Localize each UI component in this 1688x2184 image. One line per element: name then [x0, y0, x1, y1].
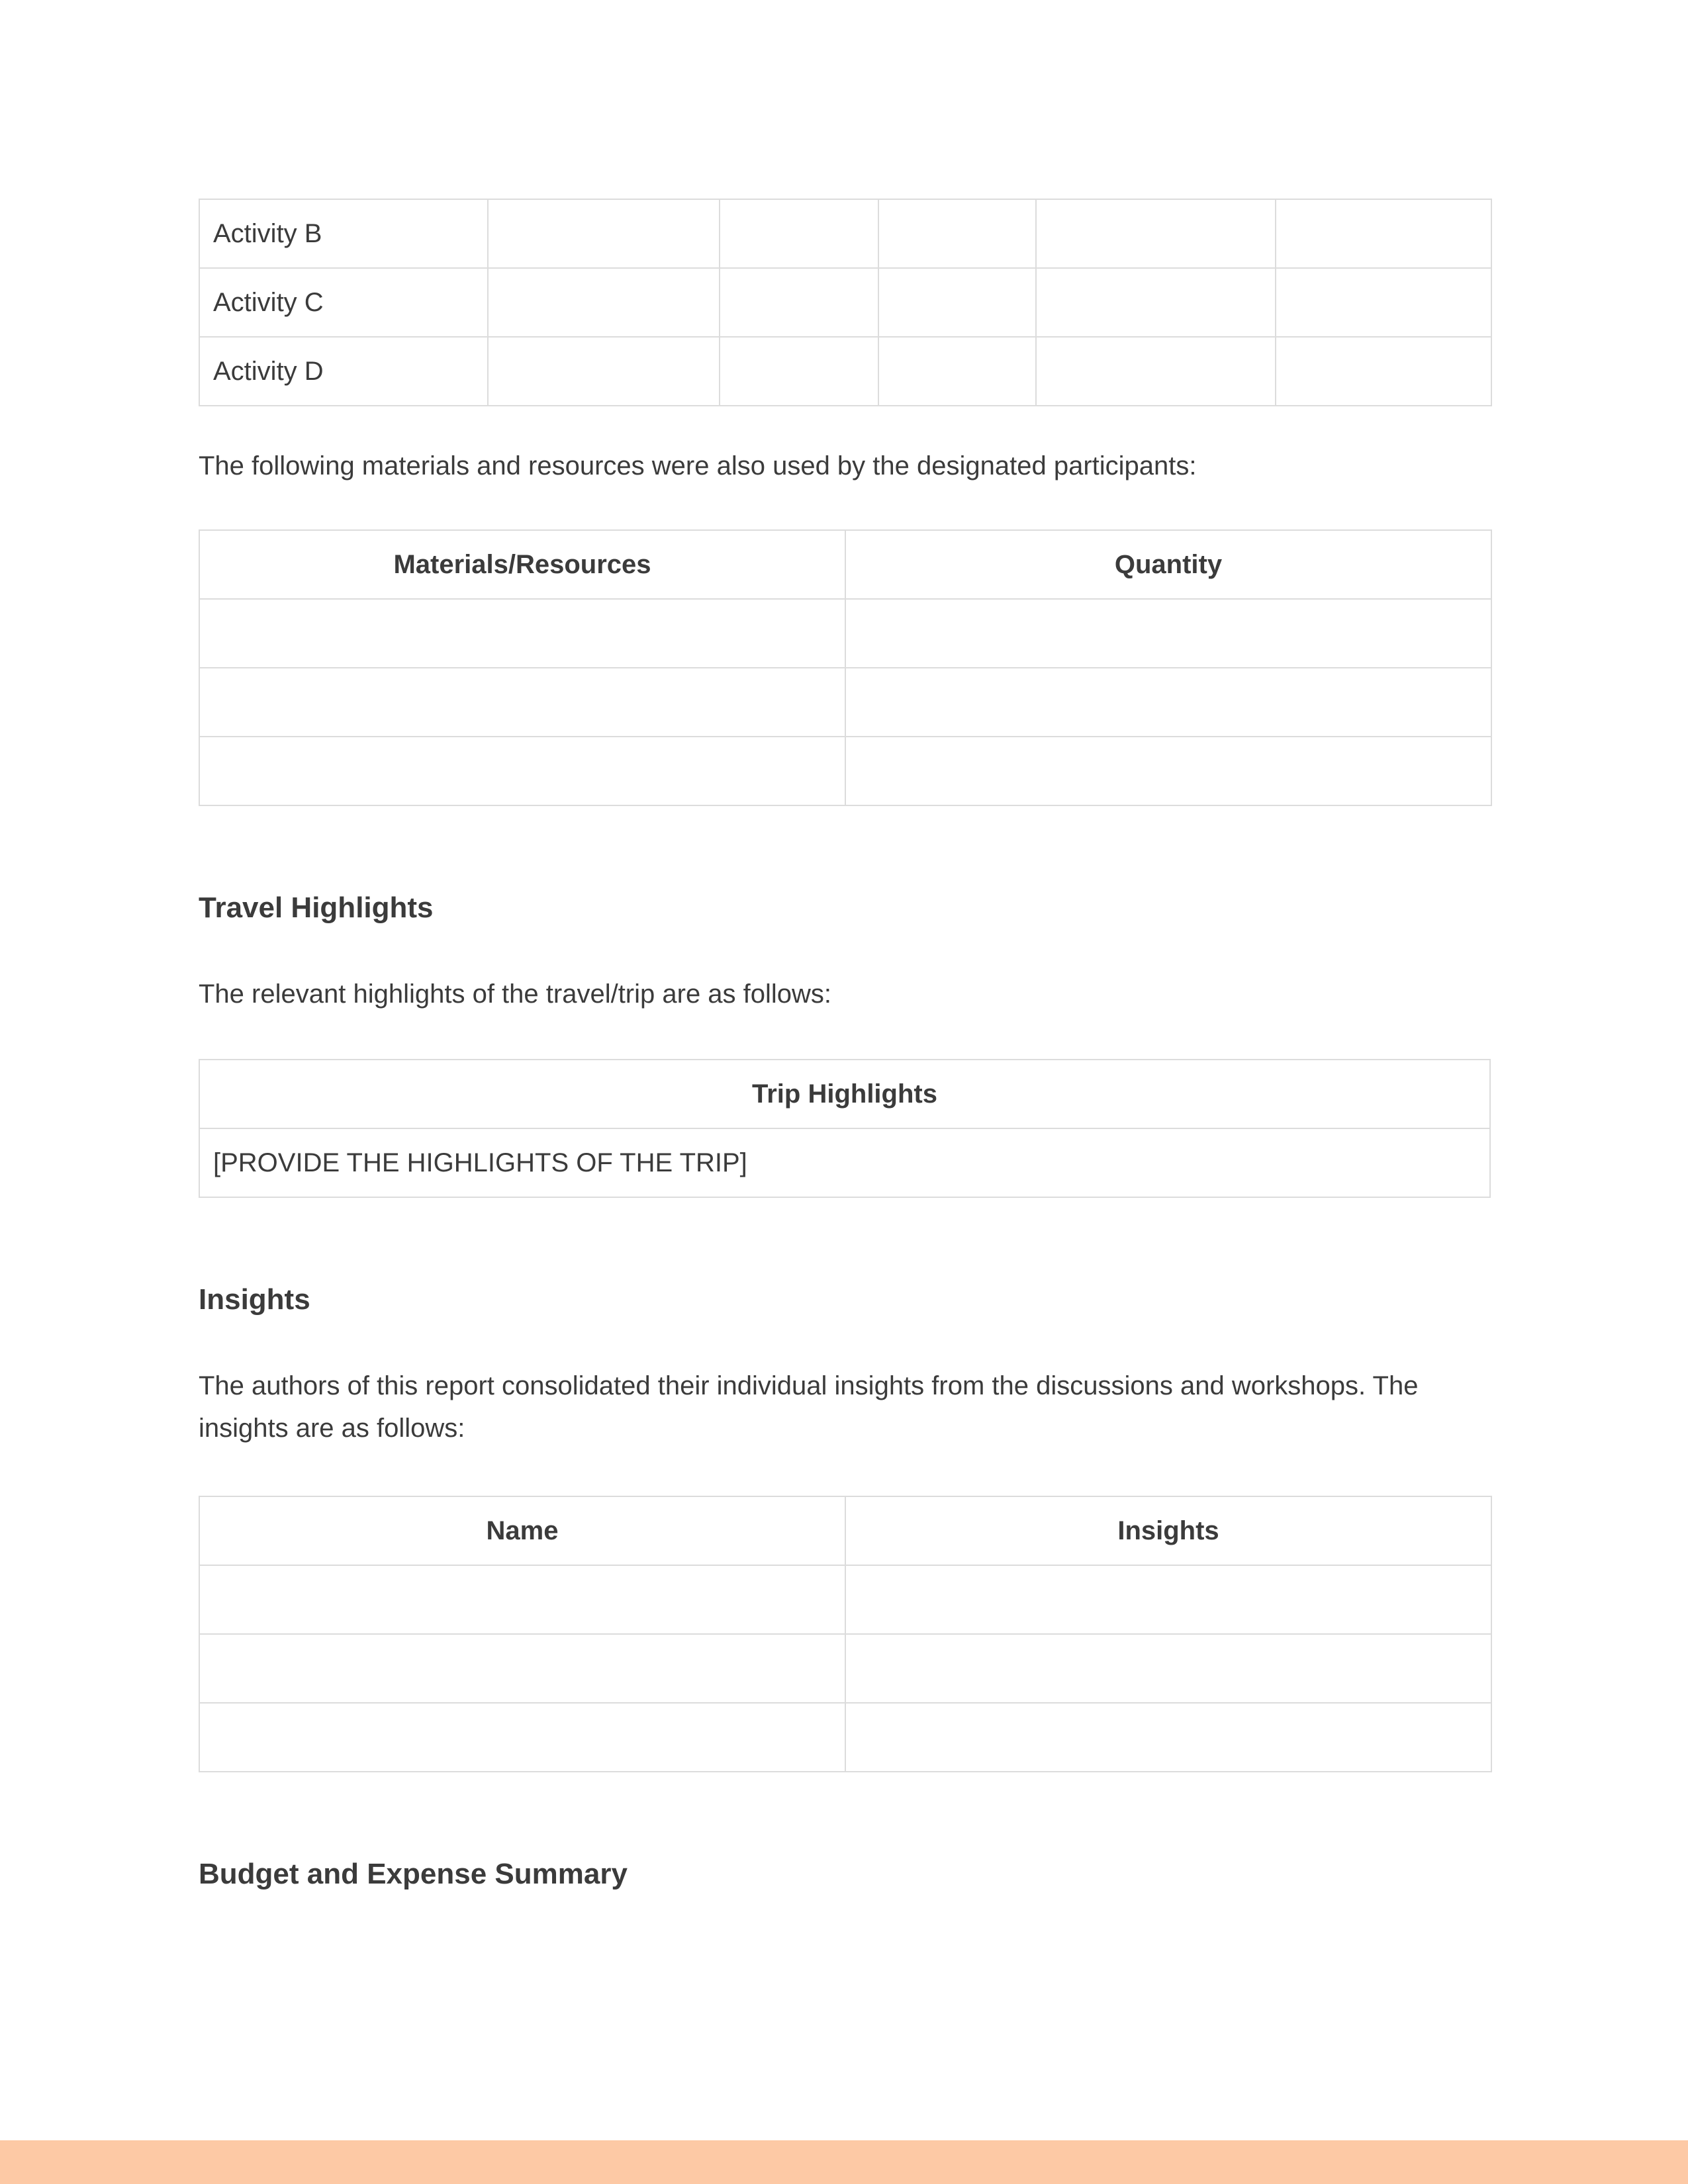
table-header-row — [199, 530, 1491, 599]
table-cell[interactable] — [199, 737, 845, 805]
table-cell[interactable] — [845, 599, 1491, 668]
activity-label: Activity D — [199, 337, 488, 406]
table-row — [199, 268, 1491, 337]
table-row — [199, 668, 1491, 737]
table-header-row — [199, 1496, 1491, 1565]
table-cell[interactable] — [720, 337, 878, 406]
table-cell[interactable] — [845, 668, 1491, 737]
table-cell[interactable] — [199, 599, 845, 668]
trip-highlights-cell[interactable]: [PROVIDE THE HIGHLIGHTS OF THE TRIP] — [199, 1128, 1490, 1197]
table-cell[interactable] — [1036, 268, 1276, 337]
insights-heading: Insights — [199, 1283, 310, 1316]
table-cell[interactable] — [878, 199, 1036, 268]
insights-table — [199, 1496, 1492, 1772]
table-cell[interactable] — [845, 1634, 1491, 1703]
document-page — [199, 199, 1491, 1895]
table-row — [199, 199, 1491, 268]
table-cell[interactable] — [845, 737, 1491, 805]
table-row — [199, 599, 1491, 668]
table-cell[interactable] — [488, 337, 720, 406]
table-cell[interactable] — [199, 1703, 845, 1772]
table-header-row — [199, 1060, 1490, 1128]
materials-intro-paragraph: The following materials and resources were also used by the designated participants: — [199, 451, 1197, 480]
footer-color-bar — [0, 2140, 1688, 2184]
column-header-insights: Insights — [845, 1496, 1491, 1565]
table-cell[interactable] — [1036, 337, 1276, 406]
table-cell[interactable] — [720, 268, 878, 337]
table-cell[interactable] — [720, 199, 878, 268]
table-cell[interactable] — [845, 1703, 1491, 1772]
table-cell[interactable] — [1276, 268, 1491, 337]
activities-table — [199, 199, 1492, 406]
table-cell[interactable] — [878, 337, 1036, 406]
table-cell[interactable] — [199, 668, 845, 737]
table-row — [199, 1128, 1490, 1197]
column-header-materials: Materials/Resources — [199, 530, 845, 599]
table-cell[interactable] — [488, 268, 720, 337]
table-row — [199, 737, 1491, 805]
table-cell[interactable] — [1276, 199, 1491, 268]
table-cell[interactable] — [1276, 337, 1491, 406]
table-row — [199, 1703, 1491, 1772]
table-cell[interactable] — [878, 268, 1036, 337]
table-row — [199, 1565, 1491, 1634]
table-cell[interactable] — [199, 1565, 845, 1634]
table-row — [199, 1634, 1491, 1703]
table-cell[interactable] — [488, 199, 720, 268]
table-cell[interactable] — [1036, 199, 1276, 268]
column-header-quantity: Quantity — [845, 530, 1491, 599]
materials-table — [199, 529, 1492, 806]
trip-highlights-table — [199, 1059, 1491, 1198]
travel-highlights-heading: Travel Highlights — [199, 891, 434, 924]
table-row — [199, 337, 1491, 406]
budget-summary-heading: Budget and Expense Summary — [199, 1858, 628, 1890]
column-header-name: Name — [199, 1496, 845, 1565]
insights-intro-paragraph: The authors of this report consolidated their individual insights from the discussions and workshops. The insights are as follows: — [199, 1371, 1419, 1443]
table-cell[interactable] — [199, 1634, 845, 1703]
activity-label: Activity C — [199, 268, 488, 337]
column-header-trip-highlights: Trip Highlights — [199, 1060, 1490, 1128]
activity-label: Activity B — [199, 199, 488, 268]
table-cell[interactable] — [845, 1565, 1491, 1634]
travel-highlights-intro: The relevant highlights of the travel/trip are as follows: — [199, 979, 832, 1009]
